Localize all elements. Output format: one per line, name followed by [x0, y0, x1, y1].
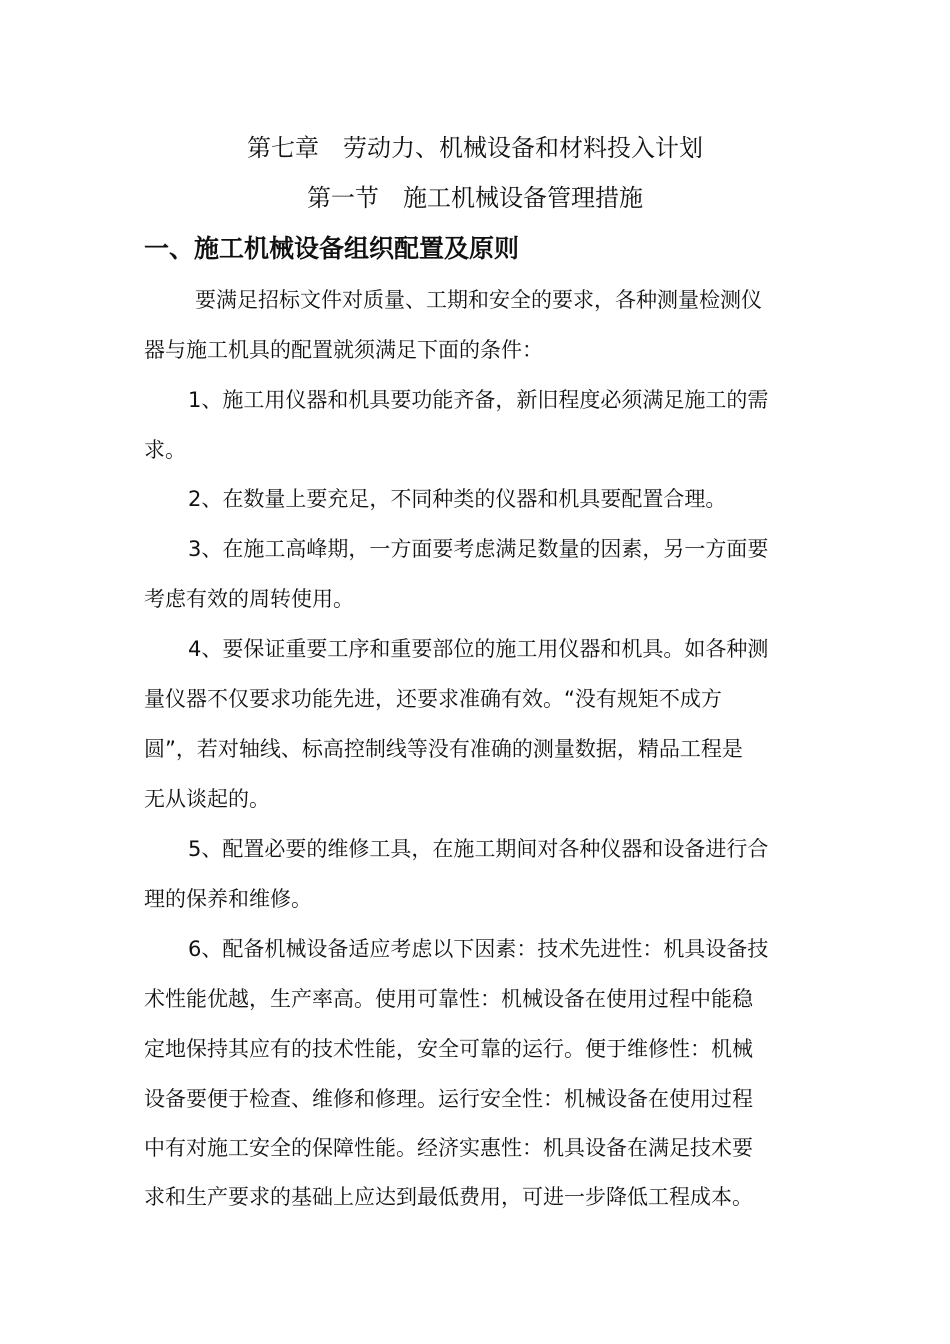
paragraph-line: 求。 — [144, 438, 186, 462]
paragraph-line: 理的保养和维修。 — [144, 887, 312, 911]
paragraph-line: 圆”，若对轴线、标高控制线等没有准确的测量数据，精品工程是 — [144, 737, 743, 761]
paragraph-line: 设备要便于检查、维修和修理。运行安全性：机械设备在使用过程 — [144, 1087, 753, 1111]
paragraph-line: 3、在施工高峰期，一方面要考虑满足数量的因素，另一方面要 — [188, 537, 769, 561]
paragraph-line: 定地保持其应有的技术性能，安全可靠的运行。便于维修性：机械 — [144, 1037, 753, 1061]
subsection-heading: 一、施工机械设备组织配置及原则 — [144, 234, 520, 263]
paragraph-line: 求和生产要求的基础上应达到最低费用，可进一步降低工程成本。 — [144, 1185, 753, 1209]
paragraph-line: 器与施工机具的配置就须满足下面的条件： — [144, 338, 543, 362]
paragraph-line: 术性能优越，生产率高。使用可靠性：机械设备在使用过程中能稳 — [144, 987, 753, 1011]
paragraph-line: 无从谈起的。 — [144, 787, 270, 811]
paragraph-line: 要满足招标文件对质量、工期和安全的要求，各种测量检测仪 — [195, 288, 762, 312]
paragraph-line: 5、配置必要的维修工具，在施工期间对各种仪器和设备进行合 — [188, 837, 769, 861]
paragraph-line: 6、配备机械设备适应考虑以下因素：技术先进性：机具设备技 — [188, 937, 769, 961]
paragraph-line: 考虑有效的周转使用。 — [144, 587, 354, 611]
paragraph-line: 量仪器不仅要求功能先进，还要求准确有效。“没有规矩不成方 — [144, 687, 722, 711]
paragraph-line: 2、在数量上要充足，不同种类的仪器和机具要配置合理。 — [188, 487, 727, 511]
section-title: 第一节 施工机械设备管理措施 — [307, 184, 643, 212]
paragraph-line: 4、要保证重要工序和重要部位的施工用仪器和机具。如各种测 — [188, 637, 769, 661]
paragraph-line: 1、施工用仪器和机具要功能齐备，新旧程度必须满足施工的需 — [188, 388, 769, 412]
chapter-title: 第七章 劳动力、机械设备和材料投入计划 — [247, 134, 703, 162]
paragraph-line: 中有对施工安全的保障性能。经济实惠性：机具设备在满足技术要 — [144, 1136, 753, 1160]
